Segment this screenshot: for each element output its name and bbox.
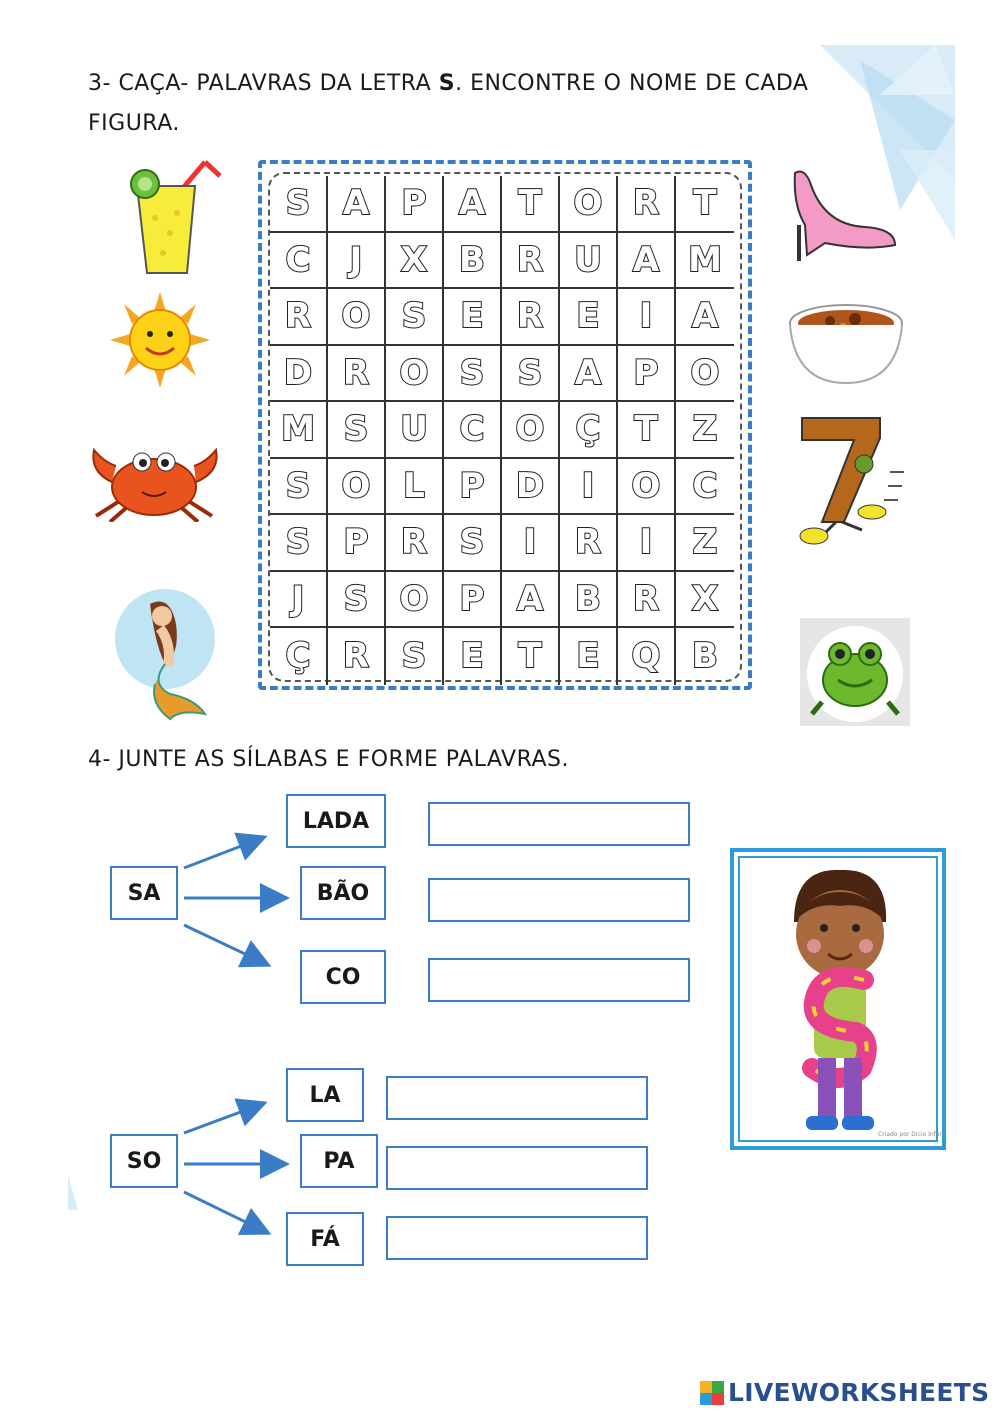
liveworksheets-logo[interactable]: [700, 1378, 989, 1407]
word-search-letter: X: [400, 239, 428, 280]
exercise-4-heading: 4- JUNTE AS SÍLABAS E FORME PALAVRAS.: [88, 747, 569, 772]
word-search-letter: A: [574, 352, 602, 393]
exercise-3-number: 3-: [88, 71, 111, 96]
word-search-letter: M: [688, 239, 722, 280]
answer-field-so-la[interactable]: [386, 1076, 648, 1120]
word-search-letter: Ç: [285, 636, 311, 677]
syllable-ending-fa: FÁ: [286, 1212, 364, 1266]
answer-field-so-pa[interactable]: [386, 1146, 648, 1190]
exercise-3-letter: S: [438, 71, 456, 96]
word-search-letter: I: [639, 522, 653, 563]
syllable-ending-lada: LADA: [286, 794, 386, 848]
word-search-letter: B: [692, 636, 718, 677]
word-search-letter: E: [460, 296, 484, 337]
word-search-letter: T: [693, 183, 717, 224]
word-search-letter: I: [523, 522, 537, 563]
word-search-letter: I: [639, 296, 653, 337]
word-search-letter: O: [341, 465, 371, 506]
word-search-letter: P: [459, 578, 485, 619]
word-search-letter: Z: [692, 409, 718, 450]
word-search-letter: X: [691, 578, 719, 619]
boy-holding-letter-s-picture: [770, 862, 910, 1138]
word-search-letter: R: [400, 522, 428, 563]
word-search-letter: U: [574, 239, 602, 280]
word-search-letter: A: [458, 183, 486, 224]
word-search-letter: S: [459, 352, 485, 393]
answer-field-so-fa[interactable]: [386, 1216, 648, 1260]
liveworksheets-logo-icon: [700, 1381, 724, 1405]
word-search-letter: O: [573, 183, 603, 224]
answer-field-sa-co[interactable]: [428, 958, 690, 1002]
word-search-letter: R: [342, 352, 370, 393]
syllable-stem-sa: SA: [110, 866, 178, 920]
word-search-letter: R: [632, 183, 660, 224]
word-search-letter: E: [576, 636, 600, 677]
syllable-ending-pa: PA: [300, 1134, 378, 1188]
word-search-letter: O: [399, 578, 429, 619]
word-search-letter: A: [691, 296, 719, 337]
exercise-3-text-before: CAÇA- PALAVRAS DA LETRA: [118, 71, 439, 96]
word-search-letter: S: [343, 578, 369, 619]
word-search-letter: S: [401, 636, 427, 677]
boy-picture-caption: Criado por Dicio Infan: [878, 1131, 944, 1138]
word-search-letter: P: [401, 183, 427, 224]
word-search-letter: M: [281, 409, 315, 450]
word-search-letter: C: [692, 465, 718, 506]
word-search-letter: D: [283, 352, 313, 393]
word-search-letter: R: [632, 578, 660, 619]
word-search-letter: J: [349, 239, 363, 280]
word-search-letter: R: [516, 296, 544, 337]
word-search-letter: S: [343, 409, 369, 450]
word-search-letter: P: [633, 352, 659, 393]
word-search-letter: O: [690, 352, 720, 393]
word-search-letter: J: [291, 578, 305, 619]
syllable-stem-so: SO: [110, 1134, 178, 1188]
syllable-ending-la: LA: [286, 1068, 364, 1122]
word-search-letter: T: [518, 636, 542, 677]
word-search-letter: Q: [631, 636, 661, 677]
word-search-letter: T: [634, 409, 658, 450]
word-search-letter: S: [401, 296, 427, 337]
word-search-letter: C: [285, 239, 311, 280]
syllable-ending-co: CO: [300, 950, 386, 1004]
word-search-letter: E: [576, 296, 600, 337]
word-search-letter: P: [459, 465, 485, 506]
word-search-letter: Ç: [575, 409, 601, 450]
word-search-letter: B: [459, 239, 485, 280]
exercise-3-text-after: . ENCONTRE O NOME DE CADA FIGURA.: [88, 71, 809, 136]
word-search-letter: U: [400, 409, 428, 450]
word-search-letter: A: [632, 239, 660, 280]
word-search-letter: R: [574, 522, 602, 563]
word-search-letter: B: [575, 578, 601, 619]
word-search-letter: O: [515, 409, 545, 450]
word-search-letter: T: [518, 183, 542, 224]
word-search-letter: S: [285, 183, 311, 224]
word-search-letter: S: [459, 522, 485, 563]
answer-field-sa-lada[interactable]: [428, 802, 690, 846]
word-search-letter: E: [460, 636, 484, 677]
word-search-letter: S: [285, 465, 311, 506]
syllable-ending-bao: BÃO: [300, 866, 386, 920]
liveworksheets-logo-text: LIVEWORKSHEETS: [728, 1378, 990, 1407]
word-search-letter: Z: [692, 522, 718, 563]
word-search-letter: P: [343, 522, 369, 563]
word-search-letter: I: [581, 465, 595, 506]
word-search-letter: O: [341, 296, 371, 337]
word-search-letter: A: [516, 578, 544, 619]
word-search-letter: O: [631, 465, 661, 506]
word-search-letter: R: [284, 296, 312, 337]
answer-field-sa-bao[interactable]: [428, 878, 690, 922]
word-search-letter: A: [342, 183, 370, 224]
word-search-letter: L: [403, 465, 425, 506]
word-search-letter: D: [515, 465, 545, 506]
word-search-letter: C: [459, 409, 485, 450]
word-search-letter: S: [517, 352, 543, 393]
word-search-letter: S: [285, 522, 311, 563]
word-search-letter: O: [399, 352, 429, 393]
word-search-letter: R: [342, 636, 370, 677]
word-search-letter: R: [516, 239, 544, 280]
